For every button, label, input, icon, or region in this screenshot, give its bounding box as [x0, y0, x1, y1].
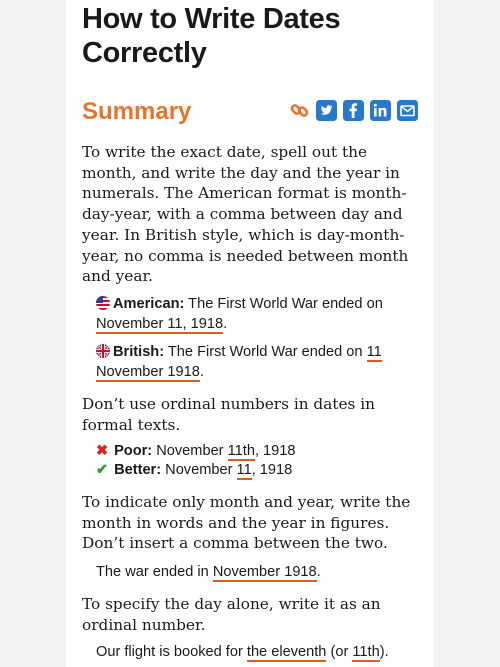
british-label: British: — [113, 344, 165, 360]
facebook-icon[interactable] — [343, 100, 364, 121]
flight-text: Our flight is booked for — [96, 644, 247, 660]
title-line-2: Correctly — [82, 37, 207, 69]
day-paragraph — [82, 594, 422, 635]
intro-line: and year. — [82, 267, 153, 286]
link-icon[interactable] — [289, 100, 310, 121]
american-period: . — [223, 315, 228, 332]
british-date-month-year: November 1918 — [96, 363, 200, 380]
intro-paragraph — [82, 142, 422, 287]
us-flag-icon — [96, 296, 110, 310]
flight-end: ). — [379, 644, 389, 660]
intro-line: numerals. The American format is month- — [82, 184, 407, 203]
month-year-paragraph — [82, 492, 422, 554]
poor-better-examples — [96, 442, 416, 480]
poor-text: November — [152, 443, 228, 459]
war-date: November 1918 — [212, 564, 317, 580]
month-year-line-3: Don’t insert a comma between the two. — [82, 534, 388, 553]
poor-label: Poor: — [114, 443, 153, 459]
linkedin-icon[interactable] — [370, 100, 391, 121]
american-date: November 11, 1918 — [96, 315, 224, 332]
summary-header — [82, 97, 418, 127]
british-period: . — [199, 363, 204, 380]
twitter-icon[interactable] — [316, 100, 337, 121]
american-example — [96, 295, 416, 334]
better-highlight: 11 — [236, 462, 252, 478]
day-line-2: ordinal number. — [82, 615, 206, 634]
flight-example — [96, 643, 416, 663]
american-label: American: — [113, 296, 185, 312]
british-date-day: 11 — [366, 344, 382, 360]
poor-year: , 1918 — [254, 443, 296, 459]
check-icon: ✔ — [96, 462, 109, 478]
poor-example — [96, 442, 416, 461]
uk-flag-icon — [96, 344, 110, 358]
ordinal-line-2: formal texts. — [82, 415, 181, 434]
flight-or: (or — [326, 644, 353, 660]
american-text: The First World War ended on — [184, 296, 383, 312]
flight-highlight-words: the eleventh — [246, 644, 327, 660]
intro-line: To write the exact date, spell out the — [82, 143, 368, 161]
british-text: The First World War ended on — [164, 344, 367, 360]
war-period: . — [316, 564, 321, 580]
intro-line: day-year, with a comma between day and — [82, 205, 403, 224]
intro-line: year. In British style, which is day-month- — [82, 225, 405, 244]
ordinal-paragraph — [82, 394, 422, 435]
cross-icon: ✖ — [96, 443, 109, 459]
month-year-line-2: month in words and the year in figures. — [82, 513, 390, 532]
better-year: , 1918 — [251, 462, 293, 478]
title-line-1: How to Write Dates — [82, 3, 341, 35]
poor-highlight: 11th — [227, 443, 255, 459]
flight-highlight-ordinal: 11th — [352, 644, 380, 660]
war-text: The war ended in — [96, 564, 213, 580]
intro-line: month, and write the day and the year in — [82, 163, 400, 182]
better-text: November — [161, 462, 237, 478]
share-bar — [289, 100, 418, 121]
intro-line: year, no comma is needed between month — [82, 246, 409, 265]
war-example — [96, 563, 416, 583]
ordinal-line-1: Don’t use ordinal numbers in dates in — [82, 395, 376, 413]
day-line-1: To specify the day alone, write it as an — [82, 595, 381, 613]
page-title — [82, 2, 422, 70]
article-page — [66, 0, 434, 667]
email-icon[interactable] — [397, 100, 418, 121]
better-label: Better: — [114, 462, 162, 478]
better-example — [96, 461, 416, 480]
month-year-line-1: To indicate only month and year, write the — [82, 493, 411, 511]
british-example — [96, 343, 416, 382]
summary-heading: Summary — [82, 98, 192, 125]
